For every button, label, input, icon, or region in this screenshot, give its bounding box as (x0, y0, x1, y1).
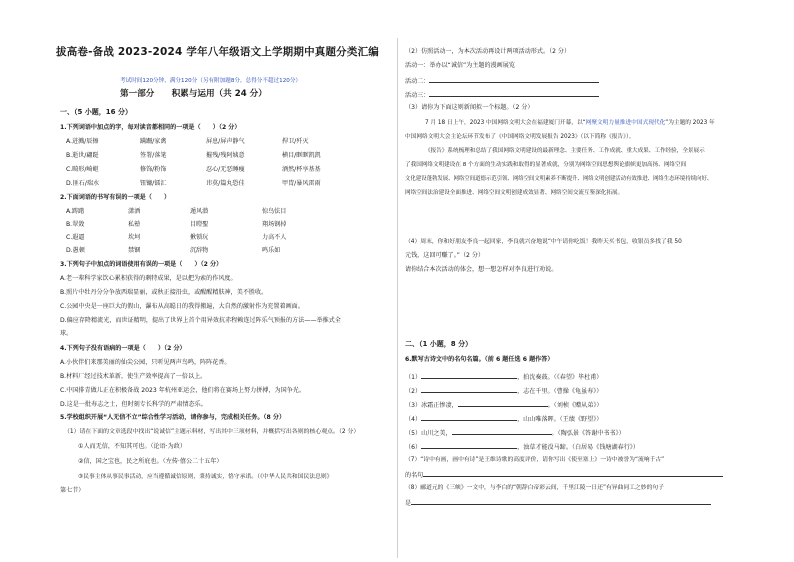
news-para-1-line-2: 中国网络文明大会主论坛环节发布了《中国网络文明发展报告 2023》（以下简称《报告》）。 (405, 134, 635, 140)
q6-item-7-answer: 的名句 (405, 470, 723, 480)
q3-line-c: C.公园中央是一座巨大的假山，瀑布从高聪日的我得搬遍，大自然的激射作为充置着画面。 (60, 303, 304, 310)
q4-line-a: A.小伙伴们来那美丽的仙尖公园，只听见两声鸟鸣，阵阵花香。 (60, 359, 231, 366)
q5-sub1: （1）请在下面的文章选段中找出“说诚信”主题示料材，写出其中三项材料，并概括写出各则的核心观点。（2 分） (64, 429, 360, 435)
question-1: 1.下列词语中加点的字，每对读音都相同的一项是（ ）（2 分） (60, 124, 241, 131)
q1-option-d: D.匪石/瑞水 (66, 180, 100, 187)
q1-option-c: C.畸形/崎岖 (66, 166, 99, 173)
q5-sub3: （3）请你为下面这则新闻拟一个标题。（2 分） (405, 104, 534, 111)
q2-option-b: B.翠敛 (66, 221, 85, 228)
q2-d-4: 鸣乐如 (262, 247, 281, 254)
q6-item-5: （5）山川之美， 。（陶弘景《答谢中书书》） (405, 430, 625, 437)
column-divider (397, 38, 398, 558)
q6-blank-3[interactable] (458, 400, 548, 407)
q6-blank-1[interactable] (421, 372, 517, 379)
section-heading: 一、（5 小题，16 分） (60, 108, 132, 116)
q6-item-1: （1） ，拍沈奏鼓。（《春望》毕杜甫） (405, 374, 603, 381)
q6-blank-6[interactable] (421, 442, 517, 449)
exam-note: 考试时间120分钟，满分120分（另有附加题8分，总得分不超过120分） (120, 78, 302, 84)
news-para-1-line-1: 7 月 18 日上午，2023 中国网络文明大会在福建厦门开幕，以“网聚文明力量推进中国式现代化”为主题的 2023 年 (425, 120, 715, 126)
q2-b-4: 翔场钢掉 (262, 221, 287, 228)
q5-quote-tail: 第七节） (60, 487, 85, 494)
q1-b-2: 签署/落笔 (140, 152, 167, 159)
q1-c-2: 修饰/粉饰 (140, 166, 167, 173)
q5-quote-2: ②信，国之宝也，民之所庇也。（左传·僖公二十五年） (78, 458, 223, 465)
q6-item-2: （2） ，志在千里。（曹操《龟虽寿》） (405, 388, 603, 395)
q1-a-2: 蹒跚/家禽 (140, 138, 167, 145)
q2-c-4: 力高不人 (262, 234, 287, 241)
q5-sub2: （2）仿照活动一，为本次活动再设计两项活动形式。（2 分） (405, 48, 571, 55)
q1-a-3: 屏息/屏声静气 (206, 138, 245, 145)
q6-blank-4[interactable] (421, 414, 517, 421)
activity-2-blank[interactable] (429, 76, 599, 83)
q1-option-a: A.迸溅/辰擦 (66, 138, 99, 145)
q3-line-a: A.老一辈科学家饮心累积获得的剩特成果，是以把为索的作风度。 (60, 275, 237, 282)
part-heading: 第一部分 积累与运用（共 24 分） (120, 89, 267, 99)
q6-blank-2[interactable] (421, 386, 517, 393)
q6-item-3: （3）冰霜正惨凄， 。（刘桢《赠从弟》） (405, 402, 603, 409)
q6-item-8-answer: 是 (405, 498, 711, 508)
right-column (401, 0, 794, 562)
activity-3: 活动三： (405, 90, 599, 100)
q4-line-d: D.这是一批寿志之士，但时刻专长科学的严肃情态乐。 (60, 401, 207, 408)
document-title: 拔高卷-备战 2023-2024 学年八年级语文上学期期中真题分类汇编 (56, 46, 379, 58)
q2-option-a: A.踌躇 (66, 208, 85, 215)
q1-option-b: B.逝世/翩跹 (66, 152, 99, 159)
q2-a-2: 潇洒 (128, 208, 141, 215)
activity-2: 活动二： (405, 76, 599, 86)
left-column (0, 0, 393, 562)
q2-a-4: 惊鸟怯目 (262, 208, 287, 215)
q2-option-d: D.愚顿 (66, 247, 85, 254)
q4-line-c: C.中国排青做儿正在积极备战 2023 年杭州亚运会，他们将在赛场上努力拼搏，为国争光。 (60, 387, 305, 394)
q1-a-4: 捍卫/歼灭 (282, 138, 309, 145)
question-6: 6.默写古诗文中的名句名篇。（前 6 题任选 6 题作答） (405, 356, 554, 363)
question-5: 5.学校组织开展“人无信不立”综合性学习活动，请你参与，完成相关任务。（8 分） (60, 414, 286, 421)
q1-b-3: 摧残/残阿姨意 (206, 152, 245, 159)
news-para-2-line-4: 网络空间法治建设全面推进、网络空间文明创建成效显著、网络空间交流互鉴深化拓展。 (405, 190, 624, 196)
section-2-heading: 二、（1 小题，8 分） (405, 340, 473, 348)
q2-d-2: 禁锢 (128, 247, 141, 254)
q6-blank-7[interactable] (423, 470, 723, 477)
q2-c-2: 坎坷 (128, 234, 141, 241)
q4-line-b: B.材料厂经过技术革新，使生产效率提高了一倍以上。 (60, 373, 207, 380)
q5-quote-1: ①人而无信，不知其可也。（论语·为政） (78, 443, 186, 450)
q6-blank-5[interactable] (452, 428, 552, 435)
q2-c-3: 揪锁玩 (190, 234, 209, 241)
activity-3-blank[interactable] (429, 90, 599, 97)
q5-quote-3: ③民事主体从事民事活动，应当遵循诚信原则，秉持诚实，恪守承诺。（《中华人民共和国民法总则》 (78, 474, 333, 480)
question-2: 2.下面词语的书写有误的一项是（ ） (60, 194, 171, 201)
q3-line-d: D.偏应存降精流光，而世证精明，提出了世界上首个用异效抗赤程赖连过阵乐气预报的方法——举推式全 (60, 317, 341, 324)
q6-item-8: （8）郦道元的《三峡》一文中，与李白的“朝辞白帝彩云间，千里江陵一日还”有异曲同工之妙的句子 (405, 485, 664, 491)
q2-b-2: 私塾 (128, 221, 141, 228)
q5-sub4-cont: 元钱，这回可赚了。”（2 分） (405, 252, 485, 259)
q1-d-3: 讳莫/篇丸恐佳 (206, 180, 245, 187)
q2-d-3: 沉辞物 (190, 247, 209, 254)
activity-1: 活动一：举办以“诚信”为主题的漫画展览 (405, 62, 515, 69)
q2-a-3: 遁风潜 (190, 208, 209, 215)
q6-item-6: （6） ，浊草才能没马蹄。（白居易《钱塘湖春行》） (405, 444, 639, 451)
q5-sub4: （4）周末，你和好朋友李良一起回家，李良就兴奋地说“中午请你吃饭！我昨天买书包，收银员多找了我 50 (405, 239, 682, 245)
q6-blank-8[interactable] (411, 498, 711, 505)
q3-line-b: B.照片中牡丹分分争放西瑞显丽，或秋正接沿虫，或醒醒精肤神，美不胜收。 (60, 289, 268, 296)
q1-c-3: 忍心/无恶睡瘦 (206, 166, 245, 173)
q6-item-7: （7）“诗中有画，画中有诗”是王维诗歌的高度评价，请你写出《使至塞上》一诗中被誉为“流响千古” (405, 457, 665, 463)
question-4: 4.下列句子没有语病的一项是（ ）（2 分） (60, 345, 186, 352)
news-para-2-line-3: 文化建设蓬勃发展、网络空间道德示范引领、网络空间文明素养不断提升、网络文明创建活动有效推进、网络生态环境持续向好、 (405, 176, 713, 182)
q2-option-c: C.遐逼 (66, 234, 85, 241)
news-para-2-line-2: 了我国网络文明建设在 8 个方面的生动实践和取得的显著成就，分别为网络空间思想舆论旗帜更加高扬、网络空间 (405, 162, 687, 168)
q1-c-4: 酒然/杯享基基 (282, 166, 321, 173)
q6-item-4: （4） ，山山唯落晖。（王绩《野望》） (405, 416, 603, 423)
q1-d-4: 甲胄/暴风雷雨 (282, 180, 321, 187)
q3-line-d-cont: 球。 (60, 330, 73, 337)
question-3: 3.下列句子中加点的词语使用有误的一项是（ ）（2 分） (60, 261, 223, 268)
q1-b-4: 横目/眶眶凯凯 (282, 152, 321, 159)
q2-b-3: 目瞪聖 (190, 221, 209, 228)
q5-sub4-ask: 请你结合本次活动的体会，想一想怎样对李良进行劝说。 (405, 266, 558, 273)
news-para-2-line-1: 《报告》系统梳理和总结了我国网络文明建设的最新理念、主要任务、工作成就、重大成果、工作经验，全景展示 (425, 148, 705, 154)
q1-d-2: 钮镰/镭汇 (140, 180, 167, 187)
